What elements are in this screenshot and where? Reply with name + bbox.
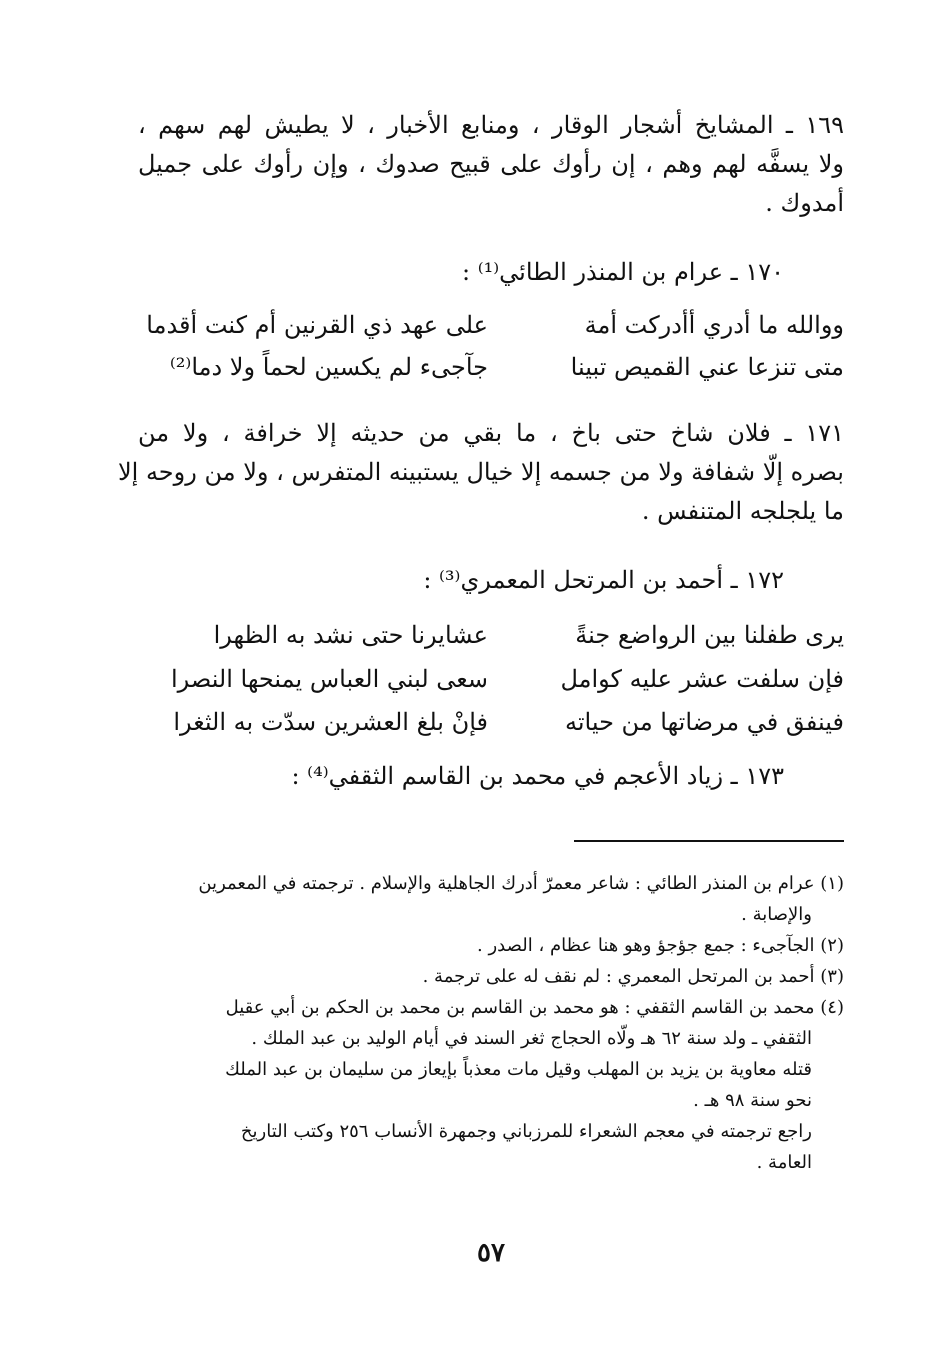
verse-line xyxy=(138,305,844,345)
footnote-3: (٣) أحمد بن المرتحل المعمري : لم نقف له على ترجمة . xyxy=(422,966,844,987)
paragraph-line: أمدوك . xyxy=(765,189,844,217)
footnote-4: (٤) محمد بن القاسم الثقفي : هو محمد بن القاسم بن محمد بن الحكم بن أبي عقيل xyxy=(225,997,844,1018)
verse-first-hemistich: فإن سلفت عشر عليه كوامل xyxy=(560,665,844,693)
page-number: ٥٧ xyxy=(477,1238,505,1268)
verse-second-hemistich: جآجىء لم يكسين لحماً ولا دما⁽²⁾ xyxy=(169,353,488,381)
verse-second-hemistich: عشايرنا حتى نشد به الظهرا xyxy=(213,621,488,649)
verse-second-hemistich: فإنْ بلغ العشرين سدّت به الثغرا xyxy=(173,708,488,736)
footnote-divider xyxy=(574,840,844,842)
paragraph-line: بصره إلّا شفافة ولا من جسمه إلا خيال يستبينه المتفرس ، ولا من روحه إلا xyxy=(117,458,844,486)
verse-line xyxy=(138,615,844,655)
paragraph-line: ولا يسفَّه لهم وهم ، إن رأوك على قبيح صدوك ، وإن رأوك على جميل xyxy=(138,150,844,178)
footnote-4-continuation: نحو سنة ٩٨ هـ . xyxy=(693,1090,812,1111)
verse-line xyxy=(138,659,844,699)
verse-second-hemistich: سعى لبني العباس يمنحها النصرا xyxy=(170,665,488,693)
verse-line xyxy=(138,702,844,742)
heading-172: ١٧٢ ـ أحمد بن المرتحل المعمري⁽³⁾ : xyxy=(423,566,784,594)
heading-170: ١٧٠ ـ عرام بن المنذر الطائي⁽¹⁾ : xyxy=(462,258,784,286)
book-page xyxy=(117,0,844,1371)
paragraph-line: ما يلجلجه المتنفس . xyxy=(641,497,844,525)
paragraph-171 xyxy=(117,414,844,531)
footnote-1-continuation: والإصابة . xyxy=(741,904,812,925)
paragraph-line: ١٦٩ ـ المشايخ أشجار الوقار ، ومنابع الأخبار ، لا يطيش لهم سهم ، xyxy=(138,111,844,139)
footnote-4-continuation: راجع ترجمته في معجم الشعراء للمرزباني وجمهرة الأنساب ٢٥٦ وكتب التاريخ xyxy=(240,1121,812,1142)
heading-173: ١٧٣ ـ زياد الأعجم في محمد بن القاسم الثقفي⁽⁴⁾ : xyxy=(291,762,784,790)
verse-first-hemistich: ووالله ما أدري أأدركت أمة xyxy=(584,311,844,339)
footnote-2: (٢) الجآجىء : جمع جؤجؤ وهو هنا عظام ، الصدر . xyxy=(477,935,844,956)
footnote-4-continuation: الثقفي ـ ولد سنة ٦٢ هـ ولّاه الحجاج ثغر السند في أيام الوليد بن عبد الملك . xyxy=(251,1028,812,1049)
footnote-4-continuation: العامة . xyxy=(756,1152,812,1173)
verse-second-hemistich: على عهد ذي القرنين أم كنت أقدما xyxy=(146,311,488,339)
paragraph-169 xyxy=(138,106,844,223)
verse-first-hemistich: يرى طفلنا بين الرواضع جنةً xyxy=(575,621,844,649)
footnotes xyxy=(138,868,844,1178)
footnote-1: (١) عرام بن المنذر الطائي : شاعر معمرّ أدرك الجاهلية والإسلام . ترجمته في المعمرين xyxy=(198,873,844,894)
verse-line xyxy=(138,347,844,387)
paragraph-line: ١٧١ ـ فلان شاخ حتى باخ ، ما بقي من حديثه إلا خرافة ، ولا من xyxy=(138,419,844,447)
footnote-4-continuation: قتله معاوية بن يزيد بن المهلب وقيل مات معذباً بإيعاز من سليمان بن عبد الملك xyxy=(225,1059,812,1080)
verse-first-hemistich: متى تنزعا عني القميص تبينا xyxy=(570,353,844,381)
verse-first-hemistich: فينفق في مرضاتها من حياته xyxy=(564,708,844,736)
